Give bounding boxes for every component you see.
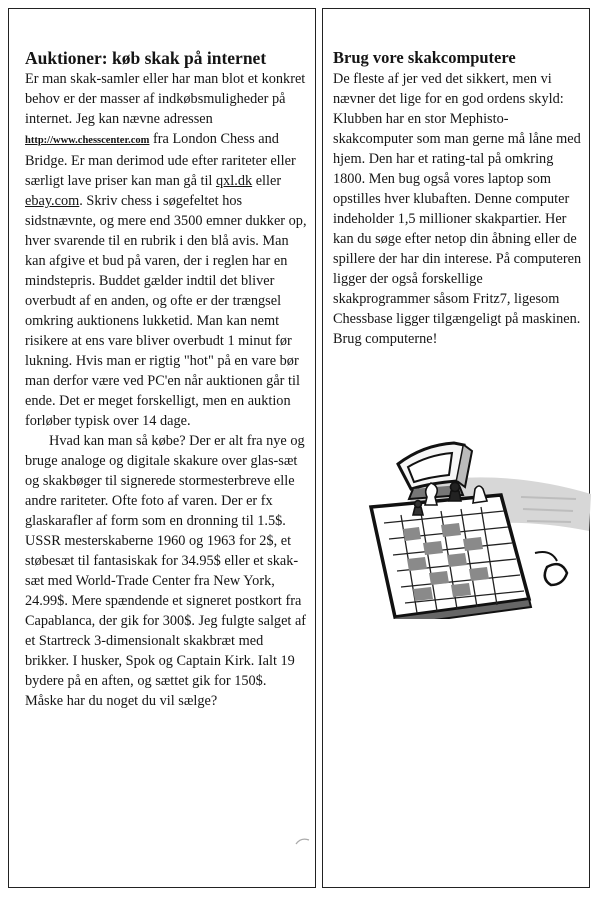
qxl-link[interactable]: qxl.dk [215,173,253,189]
paragraph-text: . Skriv chess i søgefeltet hos sidstnævnte, og mere end 3500 emner dukker op, hver svarende til en rubrik i den blå avis. Man kan afgive et bud på varen, der i reglen har en mindstepris. Buddet gælder indtil det bliver overbudt af en anden, og ofte er der trængsel omkring auktionens lukketid. Man kan nemt risikere at ens vare bliver overbudt 1 minut før lukning. Hvis man er rigtig "hot" på en vare bør man derfor være ved PC'en når auktionen går til ende. Det er meget forskelligt, men en auktion forløber typisk over 14 dage. [25,193,307,429]
ebay-link[interactable]: ebay.com [25,193,80,209]
right-article-title: Brug vore skakcomputere [333,48,516,67]
left-article-column [8,8,316,888]
left-article-paragraph-1 [25,69,307,431]
right-article-column [322,8,590,888]
paragraph-text: eller [252,173,282,189]
left-article-body [25,69,307,711]
chess-computer-clipart-icon [351,439,591,619]
chesscenter-link[interactable]: http://www.chesscenter.com [25,135,150,146]
paragraph-text: Er man skak-samler eller har man blot et konkret behov er der masser af indkøbsmuligheder på internet. Jeg kan nævne adressen [25,71,306,127]
right-article-body: De fleste af jer ved det sikkert, men vi nævner det lige for en god ordens skyld: Klubben har en stor Mephisto-skakcomputer som man gerne må låne med hjem. Den har et rating-tal på omkring 1800. Men bug også vores laptop som opstilles hver klubaften. Denne computer indeholder 1,5 millioner skakpartier. Her kan du søge efter netop din åbning eller de spillere der har din interese. På computeren ligger der også forskellige skakprogrammer såsom Fritz7, ligesom Chessbase ligger tilgængeligt på maskinen. Brug computerne! [333,71,582,347]
left-article-title: Auktioner: køb skak på internet [25,48,267,68]
paragraph-text: fra London Chess and Bridge. Er man derimod ude efter rariteter eller særligt lave priser kan man gå til [25,131,296,189]
left-article-paragraph-2: Hvad kan man så købe? Der er alt fra nye og bruge analoge og digitale skakure over glas-sæt og skakbøger til signerede stormesterbreve elle andre rariteter. Ofte foto af varen. Der er fx glaskarafler af form som en dronning til 1.5$. USSR mesterskaberne 1960 og 1963 for 2$, et støbesæt til fantasiskak for 34.95$ eller et skak-sæt med World-Trade Center fra New York, 24.99$. Mere spændende et signeret postkort fra Capablanca, der gik for 300$. Jeg fulgte salget af et Startreck 3-dimensionalt skakbræt med brikker. I husker, Spok og Captain Kirk. Ialt 19 bydere på en aften, og sættet gik for 150$. Måske har du noget du vil sælge? [25,433,307,709]
pencil-mark-icon [295,836,311,846]
